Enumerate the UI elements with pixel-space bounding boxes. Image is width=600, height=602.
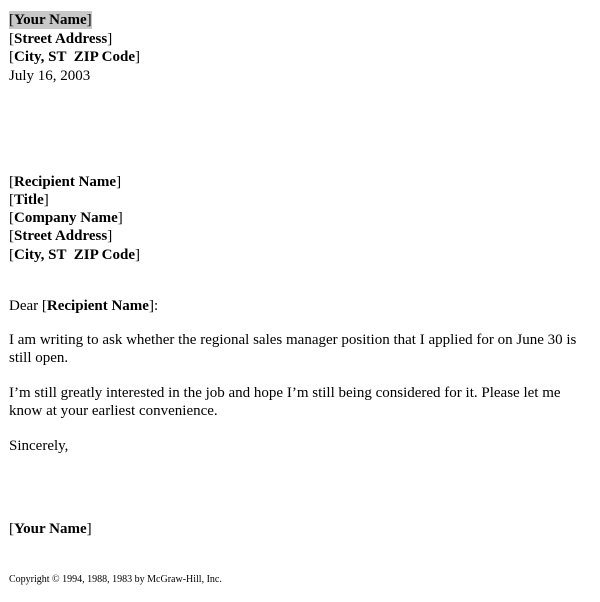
sender-city-line: [City, ST ZIP Code]: [9, 49, 141, 65]
closing: Sincerely,: [9, 438, 69, 454]
salutation-prefix: Dear: [9, 298, 42, 314]
recipient-city-line: [City, ST ZIP Code]: [9, 247, 141, 263]
salutation-suffix: :: [153, 298, 159, 314]
recipient-street: Street Address: [14, 228, 108, 244]
salutation-name: Recipient Name: [46, 298, 149, 314]
copyright-notice: Copyright © 1994, 1988, 1983 by McGraw-Hill, Inc.: [9, 574, 222, 585]
recipient-company-line: [Company Name]: [9, 210, 123, 226]
recipient-street-line: [Street Address]: [9, 228, 113, 244]
letter-date: July 16, 2003: [9, 68, 91, 84]
recipient-title: Title: [14, 192, 44, 208]
recipient-city: City, ST ZIP Code: [14, 247, 136, 263]
sender-name: Your Name: [14, 12, 87, 28]
body-paragraph-1: I am writing to ask whether the regional sales manager position that I applied for on June 30 is still open.: [9, 332, 577, 366]
signature-name: Your Name: [14, 521, 87, 537]
salutation: Dear [Recipient Name]:: [9, 298, 159, 314]
sender-street: Street Address: [14, 31, 108, 47]
sender-street-line: [Street Address]: [9, 31, 113, 47]
recipient-name-line: [Recipient Name]: [9, 174, 122, 190]
recipient-name: Recipient Name: [14, 174, 117, 190]
body-paragraph-2: I’m still greatly interested in the job and hope I’m still being considered for it. Please let me know at your earliest convenience.: [9, 385, 561, 419]
sender-city: City, ST ZIP Code: [14, 49, 136, 65]
recipient-company: Company Name: [14, 210, 118, 226]
signature-line: [Your Name]: [9, 521, 92, 537]
recipient-title-line: [Title]: [9, 192, 49, 208]
sender-name-line[interactable]: [Your Name]: [9, 12, 92, 28]
